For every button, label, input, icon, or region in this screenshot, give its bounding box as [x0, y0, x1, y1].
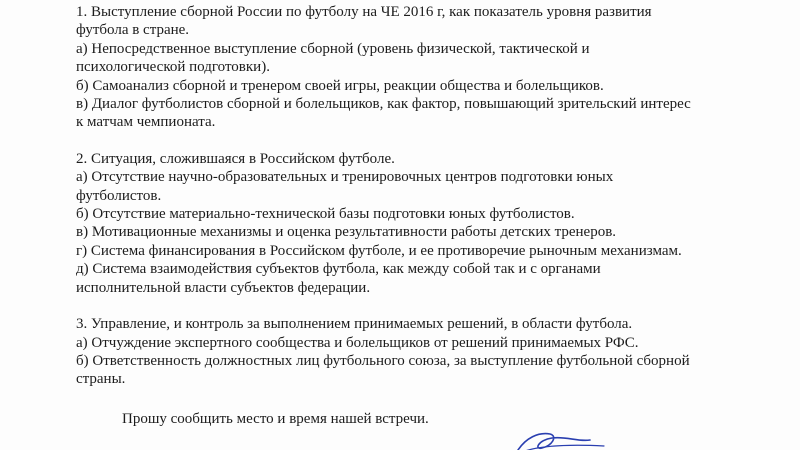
- section-1-line: а) Непосредственное выступление сборной (уровень физической, тактической и: [76, 40, 590, 57]
- section-3-line: б) Ответственность должностных лиц футбольного союза, за выступление футбольной сборной: [76, 352, 690, 369]
- section-1-line: футбола в стране.: [76, 22, 190, 39]
- section-2-line: исполнительной власти субъектов федерации.: [76, 279, 371, 296]
- section-1-line: в) Диалог футболистов сборной и болельщиков, как фактор, повышающий зрительский интерес: [76, 96, 691, 113]
- section-2-line: г) Система финансирования в Российском футболе, и ее противоречие рыночным механизмам.: [76, 242, 682, 259]
- section-1-line: 1. Выступление сборной России по футболу на ЧЕ 2016 г, как показатель уровня развития: [76, 4, 652, 20]
- letter-body: [76, 3, 766, 389]
- section-2-line: футболистов.: [76, 187, 162, 204]
- section-3-line: а) Отчуждение экспертного сообщества и болельщиков от решений принимаемых РФС.: [76, 334, 639, 351]
- section-1: [76, 3, 766, 132]
- section-1-line: психологической подготовки).: [76, 59, 270, 76]
- section-2: [76, 150, 766, 297]
- section-1-line: к матчам чемпионата.: [76, 114, 216, 131]
- section-2-line: в) Мотивационные механизмы и оценка результативности работы детских тренеров.: [76, 224, 617, 241]
- section-3-line: страны.: [76, 371, 126, 388]
- section-3-line: 3. Управление, и контроль за выполнением принимаемых решений, в области футбола.: [76, 316, 633, 333]
- section-1-line: б) Самоанализ сборной и тренером своей игры, реакции общества и болельщиков.: [76, 77, 604, 94]
- section-2-line: а) Отсутствие научно-образовательных и тренировочных центров подготовки юных: [76, 169, 614, 186]
- handwritten-signature: [508, 424, 618, 450]
- section-2-line: б) Отсутствие материально-технической базы подготовки юных футболистов.: [76, 206, 575, 223]
- section-2-line: д) Система взаимодействия субъектов футбола, как между собой так и с органами: [76, 261, 601, 278]
- section-2-line: 2. Ситуация, сложившаяся в Российском футболе.: [76, 150, 395, 167]
- section-3: [76, 315, 766, 389]
- closing-request: Прошу сообщить место и время нашей встречи.: [122, 411, 429, 427]
